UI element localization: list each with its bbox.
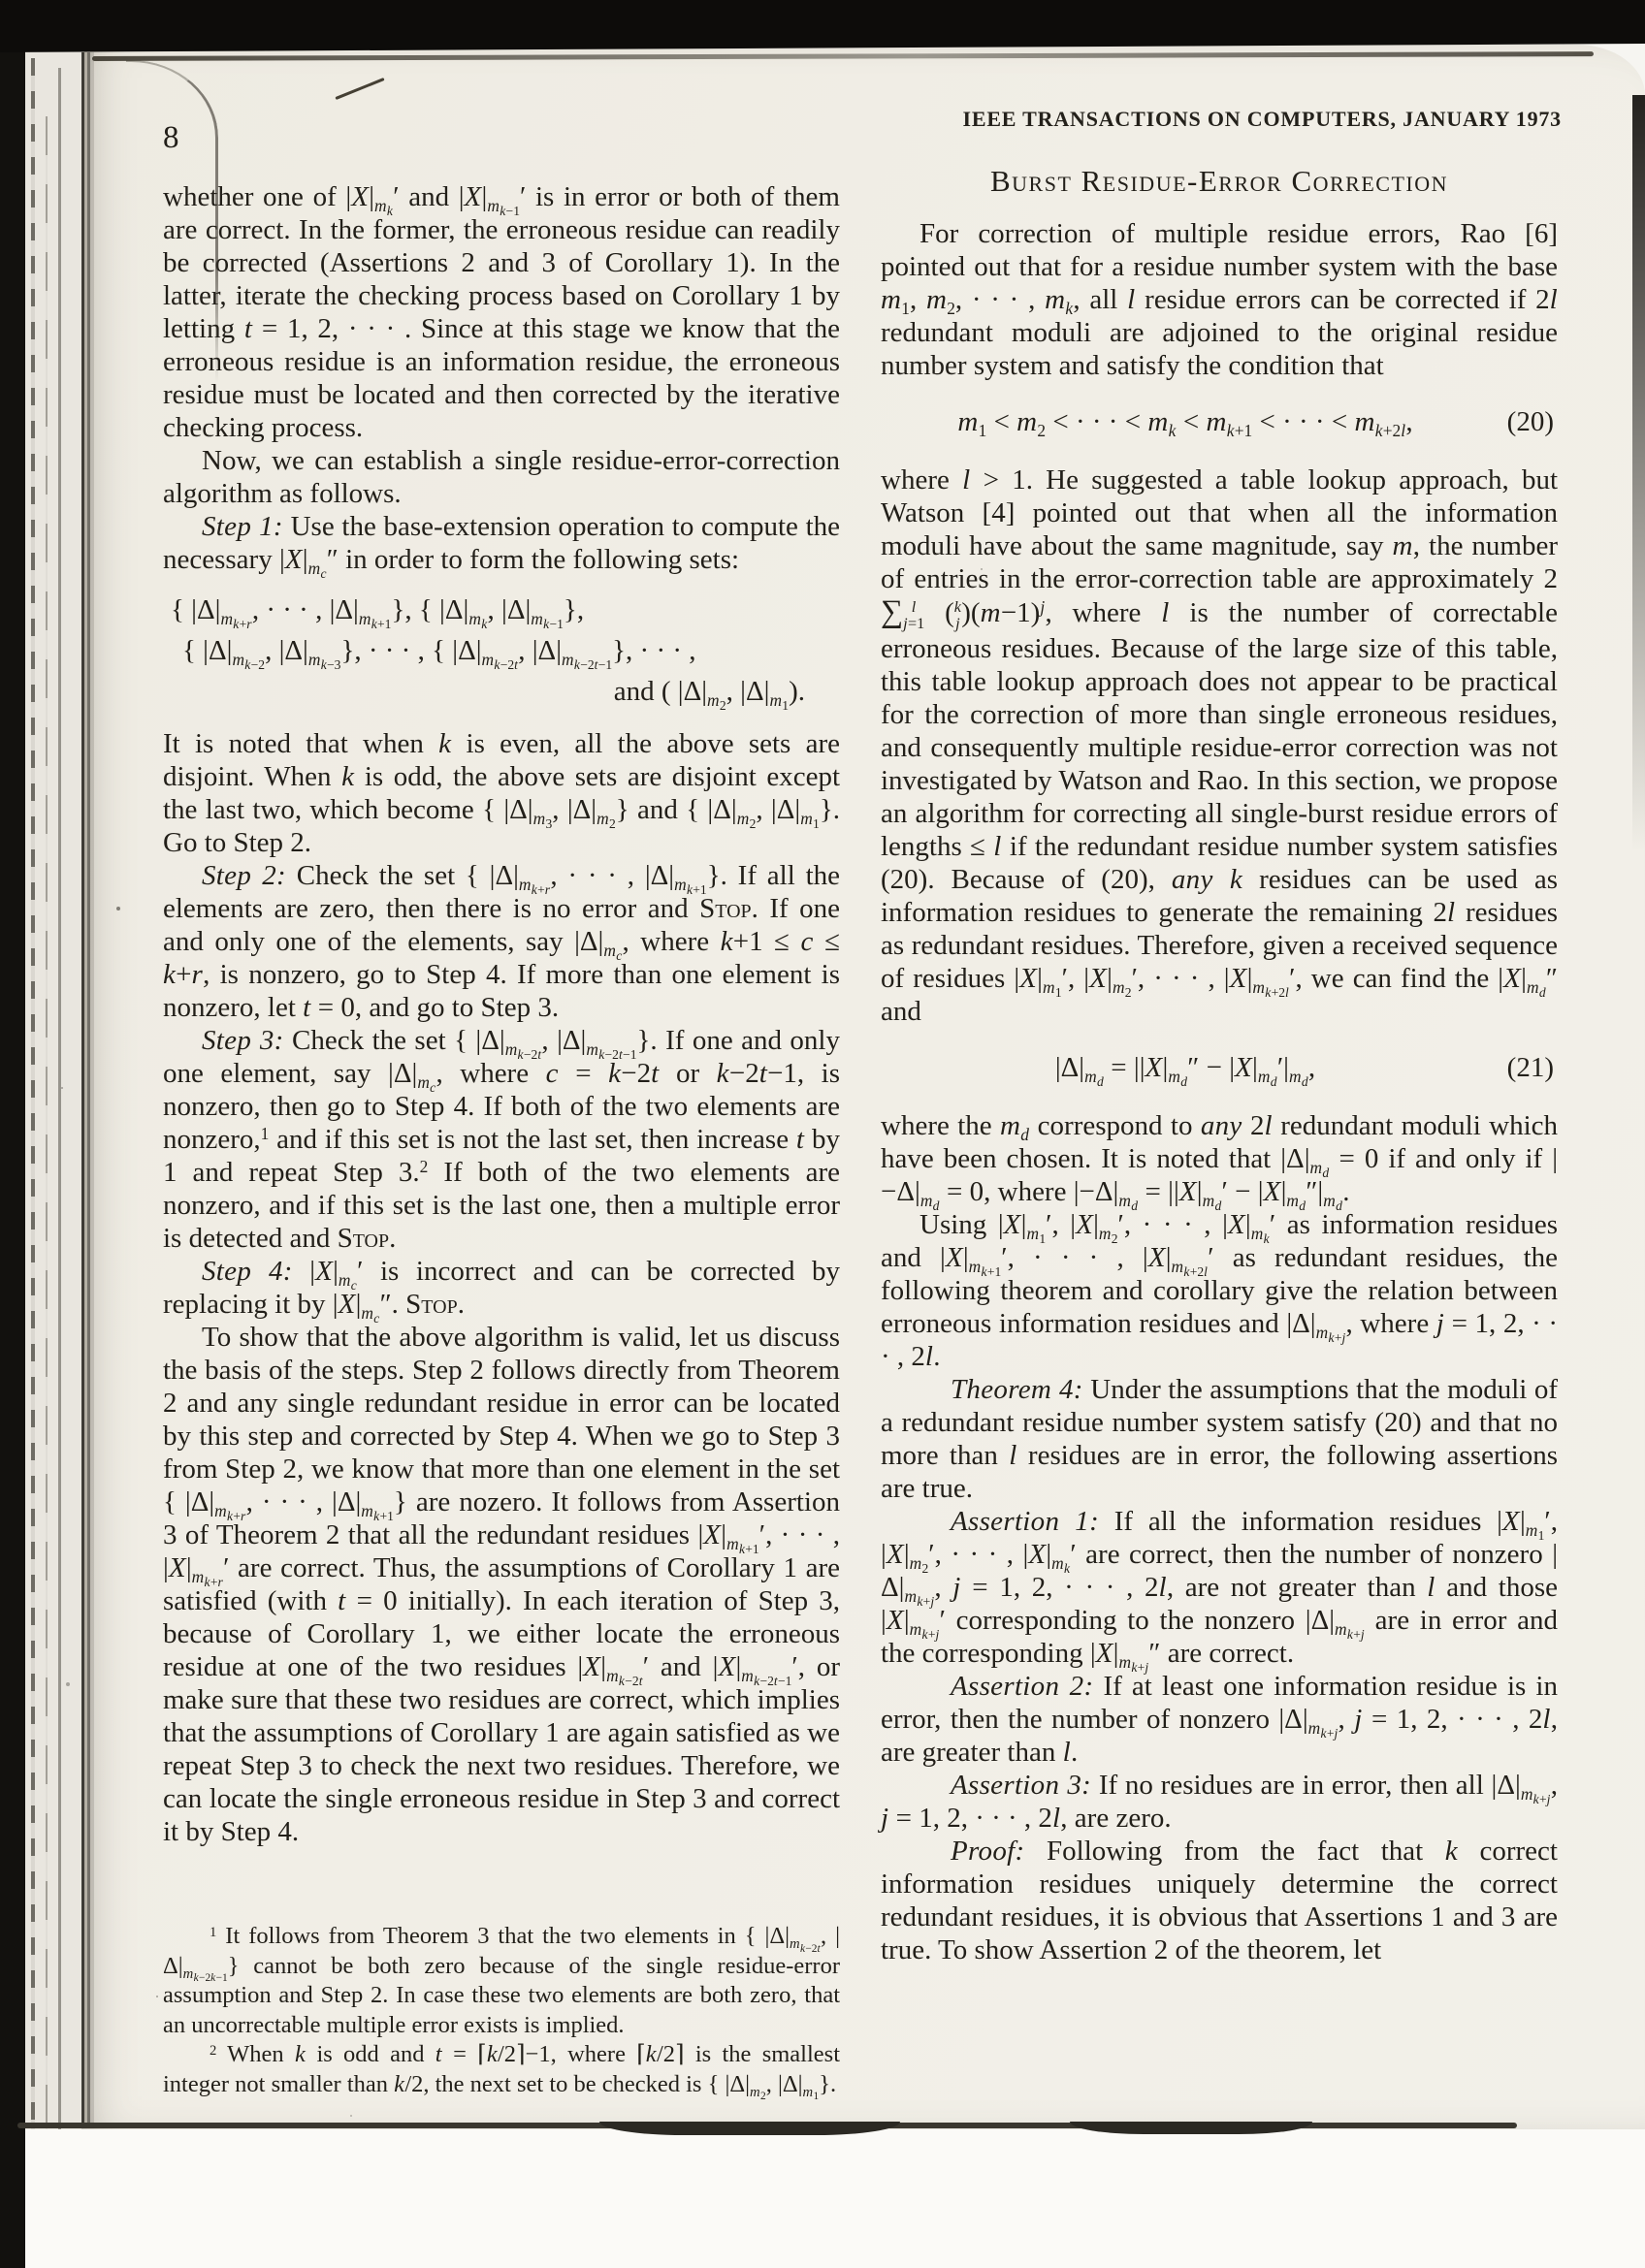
display-equation-21 bbox=[881, 1045, 1558, 1090]
scanner-bed-below-page bbox=[25, 2129, 1645, 2268]
binding-edge-line bbox=[31, 58, 35, 2259]
page-left-edge-lines bbox=[81, 52, 98, 2125]
footnotes-block bbox=[163, 1922, 840, 2103]
paragraph: It is noted that when k is even, all the above sets are disjoint. When k is odd, the above sets are disjoint except the last two, which become { $|\Delta|_{m_3}$, $|\Delta|_{m_2}$} and { $|\Delta|_{m_2}$, $|\Delta|_{m_1}$}. Go to Step 2. bbox=[163, 728, 841, 858]
paragraph-assertion-2: Assertion 2: If at least one information residue is in error, then the number of nonzero $|\Delta|_{m_{k+j}}$, j = 1, 2, · · · , 2l, are greater than l. bbox=[881, 1671, 1558, 1769]
equation-number: (20) bbox=[1506, 406, 1554, 437]
paragraph-step-2: Step 2: Check the set { $|\Delta|_{m_{k+r}}$, · · · , $|\Delta|_{m_{k+1}}$}. If all the elements are zero, then there is no error and Stop. If one and only one of the elements, say $|\Delta|_{m_c}$, where k+1 ≤ c ≤ k+r, is nonzero, go to Step 4. If more than one element is nonzero, let t = 0, and go to Step 3. bbox=[163, 860, 841, 1023]
display-equation-20 bbox=[881, 399, 1558, 444]
paragraph-proof: Proof: Following from the fact that k correct information residues uniquely determine the correct redundant residues, it is obvious that Assertions 1 and 3 are true. To show Assertion 2 of the theorem, let bbox=[881, 1836, 1558, 1966]
paragraph: For correction of multiple residue errors, Rao [6] pointed out that for a residue number system with the base $m_1$, $m_2$, · · · , $m_k$, all l residue errors can be corrected if 2l redundant moduli are adjoined to the original residue number system and satisfy the condition that bbox=[881, 218, 1558, 381]
scan-top-black-bar bbox=[0, 0, 1645, 52]
footnote-2: $^2$ When k is odd and t = ⌈k/2⌉−1, where ⌈k/2⌉ is the smallest integer not smaller than k/2, the next set to be checked is { $|\Delta|_{m_2}$, $|\Delta|_{m_1}$}. bbox=[163, 2041, 840, 2103]
paragraph-assertion-1: Assertion 1: If all the information residues $|X|_{m_1}'$, $|X|_{m_2}'$, · · · , $|X|_{m_k}'$ are correct, then the number of nonzero $|\Delta|_{m_{k+j}}$, j = 1, 2, · · · , 2l, are not greater than l and those $|X|_{m_{k+j}}'$ corresponding to the nonzero $|\Delta|_{m_{k+j}}$ are in error and the corresponding $|X|_{m_{k+j}}''$ are correct. bbox=[881, 1506, 1559, 1676]
scan-binding-black-strip bbox=[0, 0, 25, 2268]
paragraph: where the $m_d$ correspond to any 2l redundant moduli which have been chosen. It is noted that $|\Delta|_{m_d} = 0$ if and only if $|-\Delta|_{m_d} = 0$, where $|-\Delta|_{m_d} = ||X|_{m_d}' - |X|_{m_d}''|_{m_d}$. bbox=[881, 1110, 1558, 1214]
section-heading: Burst Residue-Error Correction bbox=[989, 164, 1449, 198]
page-right-edge-shadow bbox=[1632, 95, 1645, 851]
equation-number: (21) bbox=[1506, 1052, 1554, 1084]
binding-edge-line bbox=[46, 116, 48, 2250]
paragraph: Now, we can establish a single residue-error-correction algorithm as follows. bbox=[163, 445, 840, 509]
equation-body: $m_1 < m_2$ < · · · < $m_k < m_{k+1}$ < · · · < $m_{k+2l}$, bbox=[957, 406, 1413, 441]
dust-specks bbox=[116, 907, 120, 910]
binding-edge-line bbox=[58, 68, 61, 2240]
paragraph-theorem-4: Theorem 4: Under the assumptions that the moduli of a redundant residue number system satisfy (20) and that no more than l residues are in error, the following assertions are true. bbox=[881, 1374, 1558, 1505]
paper-sheet bbox=[81, 45, 1645, 2129]
page-bottom-edge bbox=[17, 2123, 1517, 2128]
right-column bbox=[881, 165, 1558, 1966]
page-number: 8 bbox=[163, 120, 179, 155]
equation-line: { $|\Delta|_{m_{k-2}}$, $|\Delta|_{m_{k-3}}$}, · · · , { $|\Delta|_{m_{k-2t}}$, $|\Delta|_{m_{k-2t-1}}$}, · · · , bbox=[182, 635, 696, 673]
paragraph-assertion-3: Assertion 3: If no residues are in error, then all $|\Delta|_{m_{k+j}}$, j = 1, 2, · · · , 2l, are zero. bbox=[881, 1770, 1558, 1835]
footnote-1: $^1$ It follows from Theorem 3 that the two elements in { $|\Delta|_{m_{k-2t}}$, $|\Delta|_{m_{k-2k-1}}$} cannot be both zero because of the single residue-error assumption and Step 2. In case these two elements are both zero, that an uncorrectable multiple error exists is implied. bbox=[163, 1923, 840, 2038]
left-column bbox=[163, 180, 840, 1848]
equation-body: $|\Delta|_{m_d} = ||X|_{m_d}'' - |X|_{m_d}'|_{m_d}$, bbox=[1054, 1052, 1316, 1090]
paragraph-step-4: Step 4: $|X|_{m_c}'$ is incorrect and can be corrected by replacing it by $|X|_{m_c}''$. Stop. bbox=[163, 1256, 840, 1326]
running-header: IEEE TRANSACTIONS ON COMPUTERS, JANUARY 1973 bbox=[962, 107, 1562, 131]
underlying-page-corner-edge bbox=[126, 60, 218, 382]
paragraph-step-1: Step 1: Use the base-extension operation to compute the necessary $|X|_{m_c}''$ in order to form the following sets: bbox=[163, 511, 841, 582]
paragraph: To show that the above algorithm is valid, let us discuss the basis of the steps. Step 2 follows directly from Theorem 2 and any single redundant residue in error can be located by this step and corrected by Step 4. When we go to Step 3 from Step 2, we know that more than one element in the set { $|\Delta|_{m_{k+r}}$, · · · , $|\Delta|_{m_{k+1}}$} are nozero. It follows from Assertion 3 of Theorem 2 that all the redundant residues $|X|_{m_{k+1}}'$, · · · , $|X|_{m_{k+r}}'$ are correct. Thus, the assumptions of Corollary 1 are satisfied (with t = 0 initially). In each iteration of Step 3, because of Corollary 1, we either locate the erroneous residue at one of the two residues $|X|_{m_{k-2t}}'$ and $|X|_{m_{k-2t-1}}'$, or make sure that these two residues are correct, which implies that the assumptions of Corollary 1 are again satisfied as we repeat Step 3 to check the next two residues. Therefore, we can locate the single erroneous residue in Step 3 and correct it by Step 4. bbox=[163, 1322, 841, 1847]
paragraph-step-3: Step 3: Check the set { $|\Delta|_{m_{k-2t}}$, $|\Delta|_{m_{k-2t-1}}$}. If one and only one element, say $|\Delta|_{m_c}$, where c = k−2t or k−2t−1, is nonzero, then go to Step 4. If both of the two elements are nonzero,$^1$ and if this set is not the last set, then increase t by 1 and repeat Step 3.$^2$ If both of the two elements are nonzero, and if this set is the last one, then a multiple error is detected and Stop. bbox=[163, 1025, 841, 1254]
paragraph: whether one of $|X|_{m_k}'$ and $|X|_{m_{k-1}}'$ is in error or both of them are correct. In the former, the erroneous residue can readily be corrected (Assertions 2 and 3 of Corollary 1). In the latter, iterate the checking process based on Corollary 1 by letting t = 1, 2, · · · . Since at this stage we know that the erroneous residue is an information residue, the erroneous residue must be located and then corrected by the iterative checking process. bbox=[163, 181, 841, 443]
paragraph: Using $|X|_{m_1}'$, $|X|_{m_2}'$, · · · , $|X|_{m_k}'$ as information residues and $|X|_{m_{k+1}}'$, · · · , $|X|_{m_{k+2l}}'$ as redundant residues, the following theorem and corollary give the relation between erroneous information residues and $|\Delta|_{m_{k+j}}$, where j = 1, 2, · · · , 2l. bbox=[881, 1209, 1559, 1373]
equation-line: { $|\Delta|_{m_{k+r}}$, · · · , $|\Delta|_{m_{k+1}}$}, { $|\Delta|_{m_k}$, $|\Delta|_{m_{k-1}}$}, bbox=[171, 594, 585, 632]
display-equation-sets bbox=[163, 590, 840, 712]
paragraph: where l > 1. He suggested a table lookup approach, but Watson [4] pointed out that when all the information moduli have about the same magnitude, say m, the number of entries in the error-correction table are approximately 2 ∑ l j=1 ( k j )$(m-1)^j$, where l is the number of correctable erroneous residues. Because of the large size of this table, this table lookup approach does not appear to be practical for the correction of more than single erroneous residues, and consequently multiple residue-error correction was not investigated by Watson and Rao. In this section, we propose an algorithm for correcting all single-burst residue errors of lengths ≤ l if the redundant residue number system satisfies (20). Because of (20), any k residues can be used as information residues to generate the remaining 2l residues as redundant residues. Therefore, given a received sequence of residues $|X|_{m_1}'$, $|X|_{m_2}'$, · · · , $|X|_{m_{k+2l}}'$, we can find the $|X|_{m_d}''$ and bbox=[881, 464, 1559, 1028]
equation-line: and ( $|\Delta|_{m_2}$, $|\Delta|_{m_1}$). bbox=[613, 676, 805, 714]
